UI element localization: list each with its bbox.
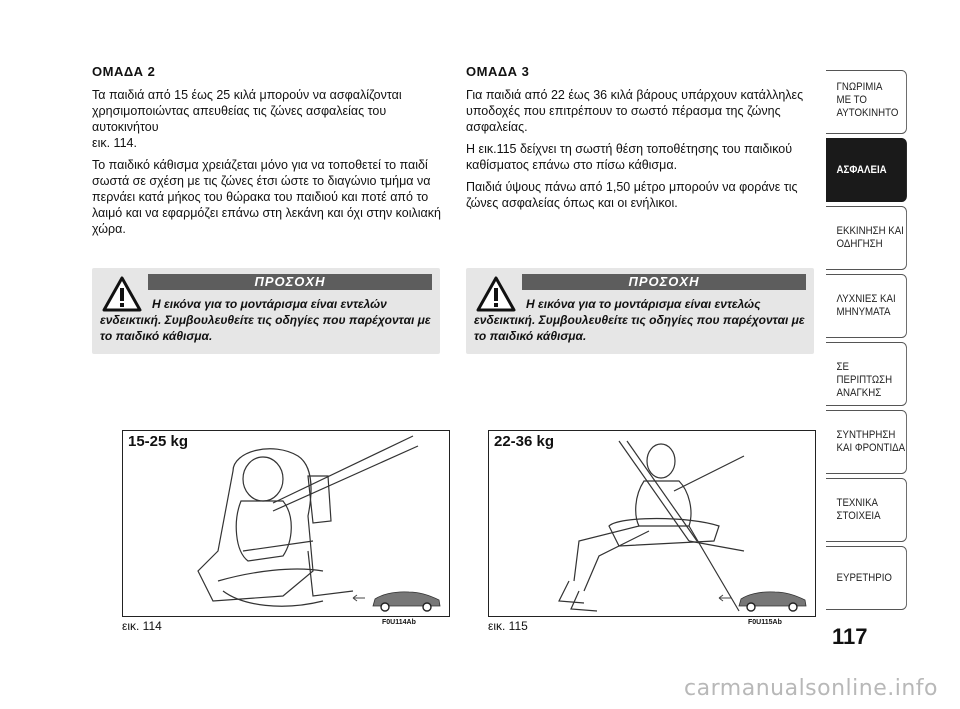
paragraph-text: Τα παιδιά από 15 έως 25 κιλά μπορούν να ασφαλίζονται χρησιμοποιώντας απευθείας τις ζώνες ασφαλείας του αυτοκινήτου [92, 88, 402, 134]
tab-label: ΛΥΧΝΙΕΣ ΚΑΙ ΜΗΝΥΜΑΤΑ [836, 293, 896, 318]
tab-lights-messages[interactable] [826, 274, 907, 338]
paragraph: Η εικ.115 δείχνει τη σωστή θέση τοποθέτησης του παιδικού καθίσματος επάνω στο πίσω κάθισμα. [466, 142, 793, 172]
left-column [92, 64, 447, 243]
tab-label: ΓΝΩΡΙΜΙΑ ΜΕ ΤΟ ΑΥΤΟΚΙΝΗΤΟ [836, 81, 899, 119]
car-orientation-icon [717, 586, 809, 612]
warning-text: Η εικόνα για το μοντάρισμα είναι εντελών ενδεικτική. Συμβουλευθείτε τις οδηγίες που παρέχονται με το παιδικό κάθισμα. [100, 297, 431, 343]
tab-index[interactable] [826, 546, 907, 610]
tab-label: ΣΕ ΠΕΡΙΠΤΩΣΗ ΑΝΑΓΚΗΣ [836, 361, 893, 399]
figure-114 [122, 430, 450, 617]
warning-title: ΠΡΟΣΟΧΗ [148, 274, 432, 290]
tab-emergency[interactable] [826, 342, 907, 406]
tab-label: ΣΥΝΤΗΡΗΣΗ ΚΑΙ ΦΡΟΝΤΙΔΑ [836, 429, 906, 454]
figure-code: F0U114Ab [382, 619, 416, 626]
section-heading-group2: ΟΜΑΔΑ 2 [92, 64, 156, 79]
paragraph: Για παιδιά από 22 έως 36 κιλά βάρους υπάρχουν κατάλληλες υποδοχές που επιτρέπουν το σωστό πέρασμα της ζώνης ασφαλείας. [466, 88, 804, 134]
watermark-text: carmanualsonline.info [684, 676, 938, 701]
figure-115 [488, 430, 816, 617]
weight-label: 22-36 kg [494, 433, 555, 450]
tab-getting-to-know[interactable] [826, 70, 907, 134]
page-number: 117 [832, 624, 868, 649]
tab-technical-data[interactable] [826, 478, 907, 542]
tab-maintenance[interactable] [826, 410, 907, 474]
figure-caption: εικ. 114 [122, 619, 162, 633]
figure-code: F0U115Ab [748, 619, 782, 626]
tab-label: ΤΕΧΝΙΚΑ ΣΤΟΙΧΕΙΑ [836, 497, 881, 522]
tab-starting-driving[interactable] [826, 206, 907, 270]
warning-title: ΠΡΟΣΟΧΗ [522, 274, 806, 290]
section-heading-group3: ΟΜΑΔΑ 3 [466, 64, 530, 79]
warning-box [92, 268, 440, 354]
paragraph: Το παιδικό κάθισμα χρειάζεται μόνο για να τοποθετεί το παιδί σωστά σε σχέση με τις ζώνες έτσι ώστε το διαγώνιο τμήμα να περνάει κατά μήκος του θώρακα του παιδιού και ποτέ από το λαιμό και να εφαρμόζει επάνω στη λεκάνη και όχι στην κοιλιακή χώρα. [92, 158, 441, 236]
footer [0, 672, 960, 709]
figure-reference: εικ. 114. [92, 136, 137, 150]
car-orientation-icon [351, 586, 443, 612]
tab-label: ΕΚΚΙΝΗΣΗ ΚΑΙ ΟΔΗΓΗΣΗ [836, 225, 904, 250]
paragraph [92, 87, 447, 151]
weight-label: 15-25 kg [128, 433, 189, 450]
warning-box [466, 268, 814, 354]
figure-caption: εικ. 115 [488, 619, 528, 633]
warning-text: Η εικόνα για το μοντάρισμα είναι εντελώς ενδεικτική. Συμβουλευθείτε τις οδηγίες που παρέχονται με το παιδικό κάθισμα. [474, 297, 805, 343]
tab-label: ΕΥΡΕΤΗΡΙΟ [836, 572, 892, 584]
right-column [466, 64, 821, 217]
paragraph: Παιδιά ύψους πάνω από 1,50 μέτρο μπορούν να φοράνε τις ζώνες ασφαλείας όπως και οι ενήλικοι. [466, 180, 798, 210]
tab-label: ΑΣΦΑΛΕΙΑ [836, 164, 887, 176]
tab-safety[interactable] [826, 138, 907, 202]
